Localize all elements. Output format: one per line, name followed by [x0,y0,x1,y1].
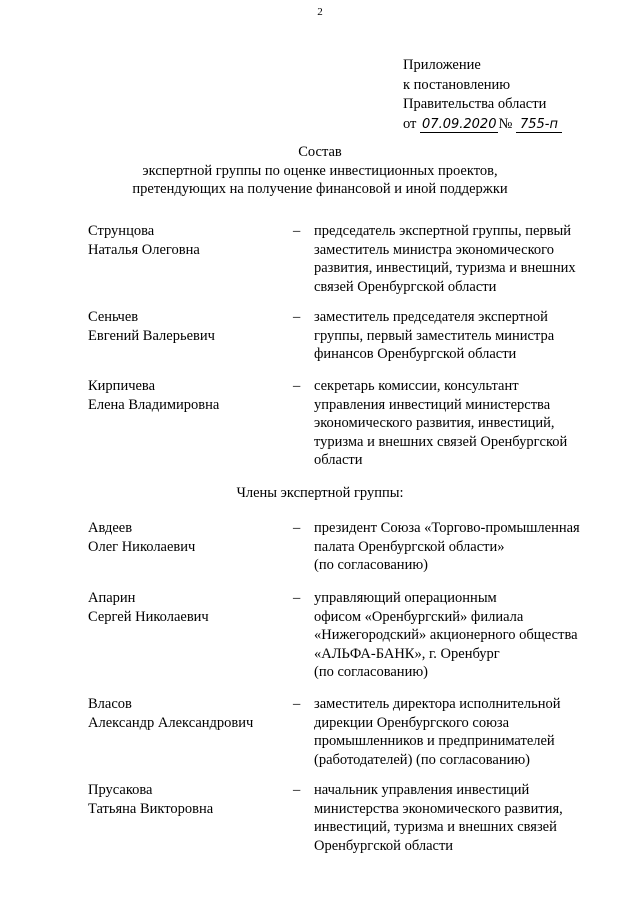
person-name [88,308,288,345]
role-line: заместитель директора исполнительной [314,696,561,712]
role-line: (по согласованию) [314,664,428,680]
appendix-line: Приложение [403,57,481,73]
role-line: начальник управления инвестиций [314,782,530,798]
person-role [314,589,614,682]
role-line: Оренбургской области [314,837,454,854]
given-name: Олег Николаевич [88,538,196,555]
person-name [88,781,288,818]
dash: – [293,782,301,798]
dash: – [293,696,301,712]
role-line: туризма и внешних связей Оренбургской [314,433,568,450]
role-line: группы, первый заместитель министра [314,327,555,344]
person-name [88,589,288,626]
role-line: (работодателей) (по согласованию) [314,751,531,768]
role-line: дирекции Оренбургского союза [314,714,510,731]
surname: Авдеев [88,520,133,536]
dash: – [293,309,301,325]
appendix-date-line [403,115,562,135]
person-name [88,377,288,414]
handwritten-number: 755-п [516,117,562,133]
person-name [88,519,288,556]
role-line: палата Оренбургской области» [314,538,505,555]
given-name: Александр Александрович [88,714,254,731]
surname: Апарин [88,590,136,606]
given-name: Татьяна Викторовна [88,800,214,817]
role-line: промышленников и предпринимателей [314,733,555,749]
members-heading: Члены экспертной группы: [236,485,404,501]
role-line: секретарь комиссии, консультант [314,378,519,394]
role-line: (по согласованию) [314,557,428,573]
appendix-block [403,56,562,134]
surname: Струнцова [88,223,155,239]
role-line: инвестиций, туризма и внешних связей [314,819,557,835]
given-name: Сергей Николаевич [88,608,209,625]
title-line: экспертной группы по оценке инвестиционных проектов, [142,162,498,179]
person-role [314,377,614,470]
dash: – [293,520,301,536]
dash: – [293,378,301,394]
person-name [88,695,288,732]
date-prefix: от [403,115,417,132]
person-role [314,308,614,364]
role-line: заместитель председателя экспертной [314,309,548,325]
role-line: связей Оренбургской области [314,278,497,295]
surname: Сеньчев [88,309,139,325]
role-line: управления инвестиций министерства [314,396,551,413]
page-number: 2 [317,6,323,18]
handwritten-date: 07.09.2020 [422,116,497,132]
role-line: «АЛЬФА-БАНК», г. Оренбург [314,645,500,662]
role-line: президент Союза «Торгово-промышленная [314,520,580,536]
role-line: управляющий операционным [314,590,497,606]
given-name: Наталья Олеговна [88,241,200,258]
title-heading: Состав [298,144,342,160]
surname: Власов [88,696,132,712]
given-name: Елена Владимировна [88,396,220,413]
number-sign: № [498,115,513,132]
document-title [0,143,640,199]
appendix-line: к постановлению [403,76,511,93]
surname: Прусакова [88,782,153,798]
dash: – [293,223,301,239]
role-line: заместитель министра экономического [314,241,555,258]
person-role [314,695,614,769]
given-name: Евгений Валерьевич [88,327,215,344]
role-line: области [314,452,363,468]
role-line: министерства экономического развития, [314,800,563,817]
role-line: «Нижегородский» акционерного общества [314,627,578,643]
dash: – [293,590,301,606]
appendix-line: Правительства области [403,96,547,112]
role-line: финансов Оренбургской области [314,346,517,362]
person-role [314,519,614,575]
surname: Кирпичева [88,378,156,394]
role-line: экономического развития, инвестиций, [314,415,555,431]
role-line: развития, инвестиций, туризма и внешних [314,260,576,276]
person-role [314,781,614,855]
title-line: претендующих на получение финансовой и иной поддержки [132,181,508,197]
role-line: председатель экспертной группы, первый [314,223,572,239]
role-line: офисом «Оренбургский» филиала [314,608,524,625]
person-role [314,222,614,296]
person-name [88,222,288,259]
